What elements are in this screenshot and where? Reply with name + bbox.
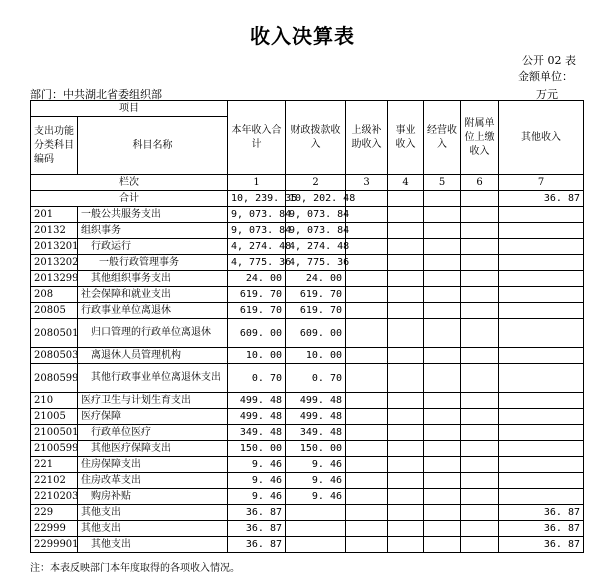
header-col-superior: 上级补助收入	[346, 101, 388, 175]
row-name: 归口管理的行政单位离退休	[78, 319, 228, 348]
row-value: 609. 00	[286, 319, 346, 348]
row-value	[388, 271, 424, 287]
row-value	[388, 255, 424, 271]
row-value	[499, 473, 584, 489]
header-row-item	[31, 101, 584, 117]
row-value	[461, 348, 499, 364]
row-value: 36. 87	[228, 537, 286, 553]
total-label: 合计	[31, 191, 228, 207]
row-name: 其他医疗保障支出	[78, 441, 228, 457]
index-num: 2	[286, 175, 346, 191]
row-value	[346, 505, 388, 521]
row-value	[424, 521, 461, 537]
row-value	[461, 287, 499, 303]
table-row	[31, 364, 584, 393]
form-code: 公开 02 表	[522, 54, 576, 67]
row-value	[424, 505, 461, 521]
row-value	[346, 473, 388, 489]
table-row	[31, 223, 584, 239]
row-value: 9. 46	[228, 473, 286, 489]
row-name: 住房保障支出	[78, 457, 228, 473]
row-value	[424, 319, 461, 348]
footnote: 注：本表反映部门本年度取得的各项收入情况。	[30, 563, 240, 574]
table-row	[31, 489, 584, 505]
table-row	[31, 409, 584, 425]
row-value	[388, 319, 424, 348]
row-value	[461, 505, 499, 521]
row-value: 499. 48	[228, 409, 286, 425]
row-value	[499, 457, 584, 473]
row-code: 2100501	[31, 425, 78, 441]
row-name: 医疗卫生与计划生育支出	[78, 393, 228, 409]
row-code: 2013299	[31, 271, 78, 287]
row-value	[499, 239, 584, 255]
table-row	[31, 255, 584, 271]
unit-label: 金额单位：	[518, 70, 573, 83]
table-row	[31, 505, 584, 521]
row-value: 9, 073. 84	[286, 207, 346, 223]
row-value	[461, 441, 499, 457]
row-value	[346, 457, 388, 473]
row-value	[424, 223, 461, 239]
row-value	[461, 271, 499, 287]
row-value	[461, 303, 499, 319]
row-value	[346, 223, 388, 239]
row-value	[346, 364, 388, 393]
row-value	[346, 271, 388, 287]
row-value	[424, 537, 461, 553]
row-code: 22999	[31, 521, 78, 537]
index-num: 4	[388, 175, 424, 191]
row-value	[499, 287, 584, 303]
row-value	[424, 364, 461, 393]
row-value	[388, 303, 424, 319]
total-cell	[424, 191, 461, 207]
row-value	[499, 271, 584, 287]
row-value	[461, 457, 499, 473]
row-name: 其他支出	[78, 521, 228, 537]
row-name: 社会保障和就业支出	[78, 287, 228, 303]
row-code: 20132	[31, 223, 78, 239]
row-value	[461, 537, 499, 553]
row-name: 其他支出	[78, 505, 228, 521]
row-code: 2080599	[31, 364, 78, 393]
row-value: 36. 87	[228, 505, 286, 521]
row-value	[388, 441, 424, 457]
row-value: 349. 48	[286, 425, 346, 441]
row-name: 行政单位医疗	[78, 425, 228, 441]
row-value	[461, 364, 499, 393]
row-value	[499, 425, 584, 441]
header-name: 科目名称	[78, 117, 228, 175]
row-value: 4, 775. 36	[228, 255, 286, 271]
row-value	[499, 223, 584, 239]
row-value	[346, 287, 388, 303]
header-col-operating: 经营收入	[424, 101, 461, 175]
row-value	[499, 441, 584, 457]
row-value	[388, 537, 424, 553]
row-value	[346, 207, 388, 223]
row-value	[388, 348, 424, 364]
row-value	[424, 271, 461, 287]
row-value	[424, 457, 461, 473]
row-value	[388, 393, 424, 409]
row-code: 2080503	[31, 348, 78, 364]
row-value: 619. 70	[286, 303, 346, 319]
row-value	[346, 393, 388, 409]
row-value	[499, 255, 584, 271]
row-value	[388, 489, 424, 505]
row-value	[424, 348, 461, 364]
table-body	[31, 207, 584, 553]
row-code: 2100599	[31, 441, 78, 457]
header-item: 项目	[31, 101, 228, 117]
row-value: 9, 073. 84	[228, 223, 286, 239]
row-value	[346, 425, 388, 441]
row-value: 150. 00	[286, 441, 346, 457]
row-value: 150. 00	[228, 441, 286, 457]
row-value	[461, 207, 499, 223]
row-value: 9. 46	[286, 473, 346, 489]
header-col-other: 其他收入	[499, 101, 584, 175]
row-code: 2013201	[31, 239, 78, 255]
row-value: 619. 70	[228, 287, 286, 303]
index-label: 栏次	[31, 175, 228, 191]
row-value: 0. 70	[228, 364, 286, 393]
row-value	[346, 441, 388, 457]
row-name: 医疗保障	[78, 409, 228, 425]
row-value	[388, 287, 424, 303]
row-value	[424, 207, 461, 223]
table-row	[31, 473, 584, 489]
row-value: 349. 48	[228, 425, 286, 441]
row-name: 组织事务	[78, 223, 228, 239]
row-name: 行政运行	[78, 239, 228, 255]
row-name: 购房补贴	[78, 489, 228, 505]
table-row	[31, 521, 584, 537]
row-value	[424, 393, 461, 409]
row-value	[461, 473, 499, 489]
row-name: 其他行政事业单位离退休支出	[78, 364, 228, 393]
row-value	[461, 521, 499, 537]
table-row	[31, 457, 584, 473]
row-value: 9, 073. 84	[286, 223, 346, 239]
table-row	[31, 319, 584, 348]
row-value	[388, 239, 424, 255]
header-col-total: 本年收入合计	[228, 101, 286, 175]
row-value: 499. 48	[286, 393, 346, 409]
row-value	[499, 348, 584, 364]
row-value	[388, 505, 424, 521]
row-value	[424, 287, 461, 303]
index-num: 6	[461, 175, 499, 191]
row-value: 619. 70	[228, 303, 286, 319]
row-value	[499, 207, 584, 223]
row-value	[388, 457, 424, 473]
row-value	[499, 319, 584, 348]
row-value: 36. 87	[228, 521, 286, 537]
row-value	[499, 489, 584, 505]
row-value	[424, 489, 461, 505]
row-value: 619. 70	[286, 287, 346, 303]
row-name: 一般公共服务支出	[78, 207, 228, 223]
row-value	[346, 537, 388, 553]
table-row	[31, 441, 584, 457]
table-row	[31, 537, 584, 553]
row-value: 9. 46	[286, 457, 346, 473]
row-value	[424, 239, 461, 255]
row-value	[424, 409, 461, 425]
row-value: 0. 70	[286, 364, 346, 393]
row-value: 24. 00	[228, 271, 286, 287]
row-name: 其他支出	[78, 537, 228, 553]
table-row	[31, 287, 584, 303]
row-value: 499. 48	[286, 409, 346, 425]
row-code: 2299901	[31, 537, 78, 553]
table-row	[31, 271, 584, 287]
row-value	[388, 409, 424, 425]
row-value: 9. 46	[228, 489, 286, 505]
row-code: 2210203	[31, 489, 78, 505]
row-value	[499, 393, 584, 409]
row-code: 21005	[31, 409, 78, 425]
row-code: 22102	[31, 473, 78, 489]
row-value: 4, 274. 48	[286, 239, 346, 255]
row-value: 609. 00	[228, 319, 286, 348]
row-code: 20805	[31, 303, 78, 319]
row-value	[346, 319, 388, 348]
row-value	[388, 223, 424, 239]
row-value	[346, 489, 388, 505]
row-code: 221	[31, 457, 78, 473]
total-cell: 10, 202. 48	[286, 191, 346, 207]
row-code: 229	[31, 505, 78, 521]
row-value	[499, 303, 584, 319]
header-col-business: 事业收入	[388, 101, 424, 175]
row-value: 4, 274. 48	[228, 239, 286, 255]
row-value	[388, 364, 424, 393]
index-num: 3	[346, 175, 388, 191]
row-value	[346, 521, 388, 537]
unit-value: 万元	[536, 88, 558, 101]
row-value	[388, 521, 424, 537]
row-value: 36. 87	[499, 521, 584, 537]
row-value	[286, 505, 346, 521]
row-value	[424, 473, 461, 489]
row-value: 9, 073. 84	[228, 207, 286, 223]
header-code: 支出功能分类科目编码	[31, 117, 78, 175]
table-row	[31, 393, 584, 409]
row-code: 210	[31, 393, 78, 409]
row-name: 行政事业单位离退休	[78, 303, 228, 319]
row-value	[286, 521, 346, 537]
income-table	[30, 100, 584, 553]
index-row	[31, 175, 584, 191]
row-code: 2013202	[31, 255, 78, 271]
row-value	[424, 425, 461, 441]
row-value: 9. 46	[286, 489, 346, 505]
table-row	[31, 425, 584, 441]
header-col-fiscal: 财政拨款收入	[286, 101, 346, 175]
row-value	[499, 364, 584, 393]
page-title: 收入决算表	[250, 24, 355, 48]
row-value	[346, 255, 388, 271]
header-col-affiliated: 附属单位上缴收入	[461, 101, 499, 175]
row-code: 2080501	[31, 319, 78, 348]
row-name: 一般行政管理事务	[78, 255, 228, 271]
total-cell: 36. 87	[499, 191, 584, 207]
row-value	[461, 319, 499, 348]
row-value	[424, 441, 461, 457]
table-row	[31, 303, 584, 319]
row-value: 10. 00	[228, 348, 286, 364]
row-value	[499, 409, 584, 425]
row-value	[346, 409, 388, 425]
table-row	[31, 348, 584, 364]
row-name: 住房改革支出	[78, 473, 228, 489]
row-value	[461, 223, 499, 239]
table-row	[31, 207, 584, 223]
department-label: 部门：中共湖北省委组织部	[30, 88, 162, 101]
row-value	[461, 255, 499, 271]
row-value	[424, 303, 461, 319]
row-value: 499. 48	[228, 393, 286, 409]
row-value: 9. 46	[228, 457, 286, 473]
row-value: 4, 775. 36	[286, 255, 346, 271]
table-row	[31, 239, 584, 255]
row-value	[346, 348, 388, 364]
row-value	[346, 239, 388, 255]
row-value	[388, 425, 424, 441]
row-value	[286, 537, 346, 553]
row-value	[388, 473, 424, 489]
total-row	[31, 191, 584, 207]
total-cell: 10, 239. 35	[228, 191, 286, 207]
row-name: 其他组织事务支出	[78, 271, 228, 287]
row-value	[388, 207, 424, 223]
row-code: 208	[31, 287, 78, 303]
row-value	[461, 239, 499, 255]
row-value	[461, 425, 499, 441]
row-code: 201	[31, 207, 78, 223]
row-name: 离退休人员管理机构	[78, 348, 228, 364]
total-cell	[461, 191, 499, 207]
row-value: 36. 87	[499, 505, 584, 521]
row-value	[461, 409, 499, 425]
row-value: 36. 87	[499, 537, 584, 553]
row-value	[461, 393, 499, 409]
index-num: 7	[499, 175, 584, 191]
row-value: 10. 00	[286, 348, 346, 364]
total-cell	[388, 191, 424, 207]
row-value	[461, 489, 499, 505]
row-value	[424, 255, 461, 271]
row-value	[346, 303, 388, 319]
index-num: 1	[228, 175, 286, 191]
row-value: 24. 00	[286, 271, 346, 287]
index-num: 5	[424, 175, 461, 191]
